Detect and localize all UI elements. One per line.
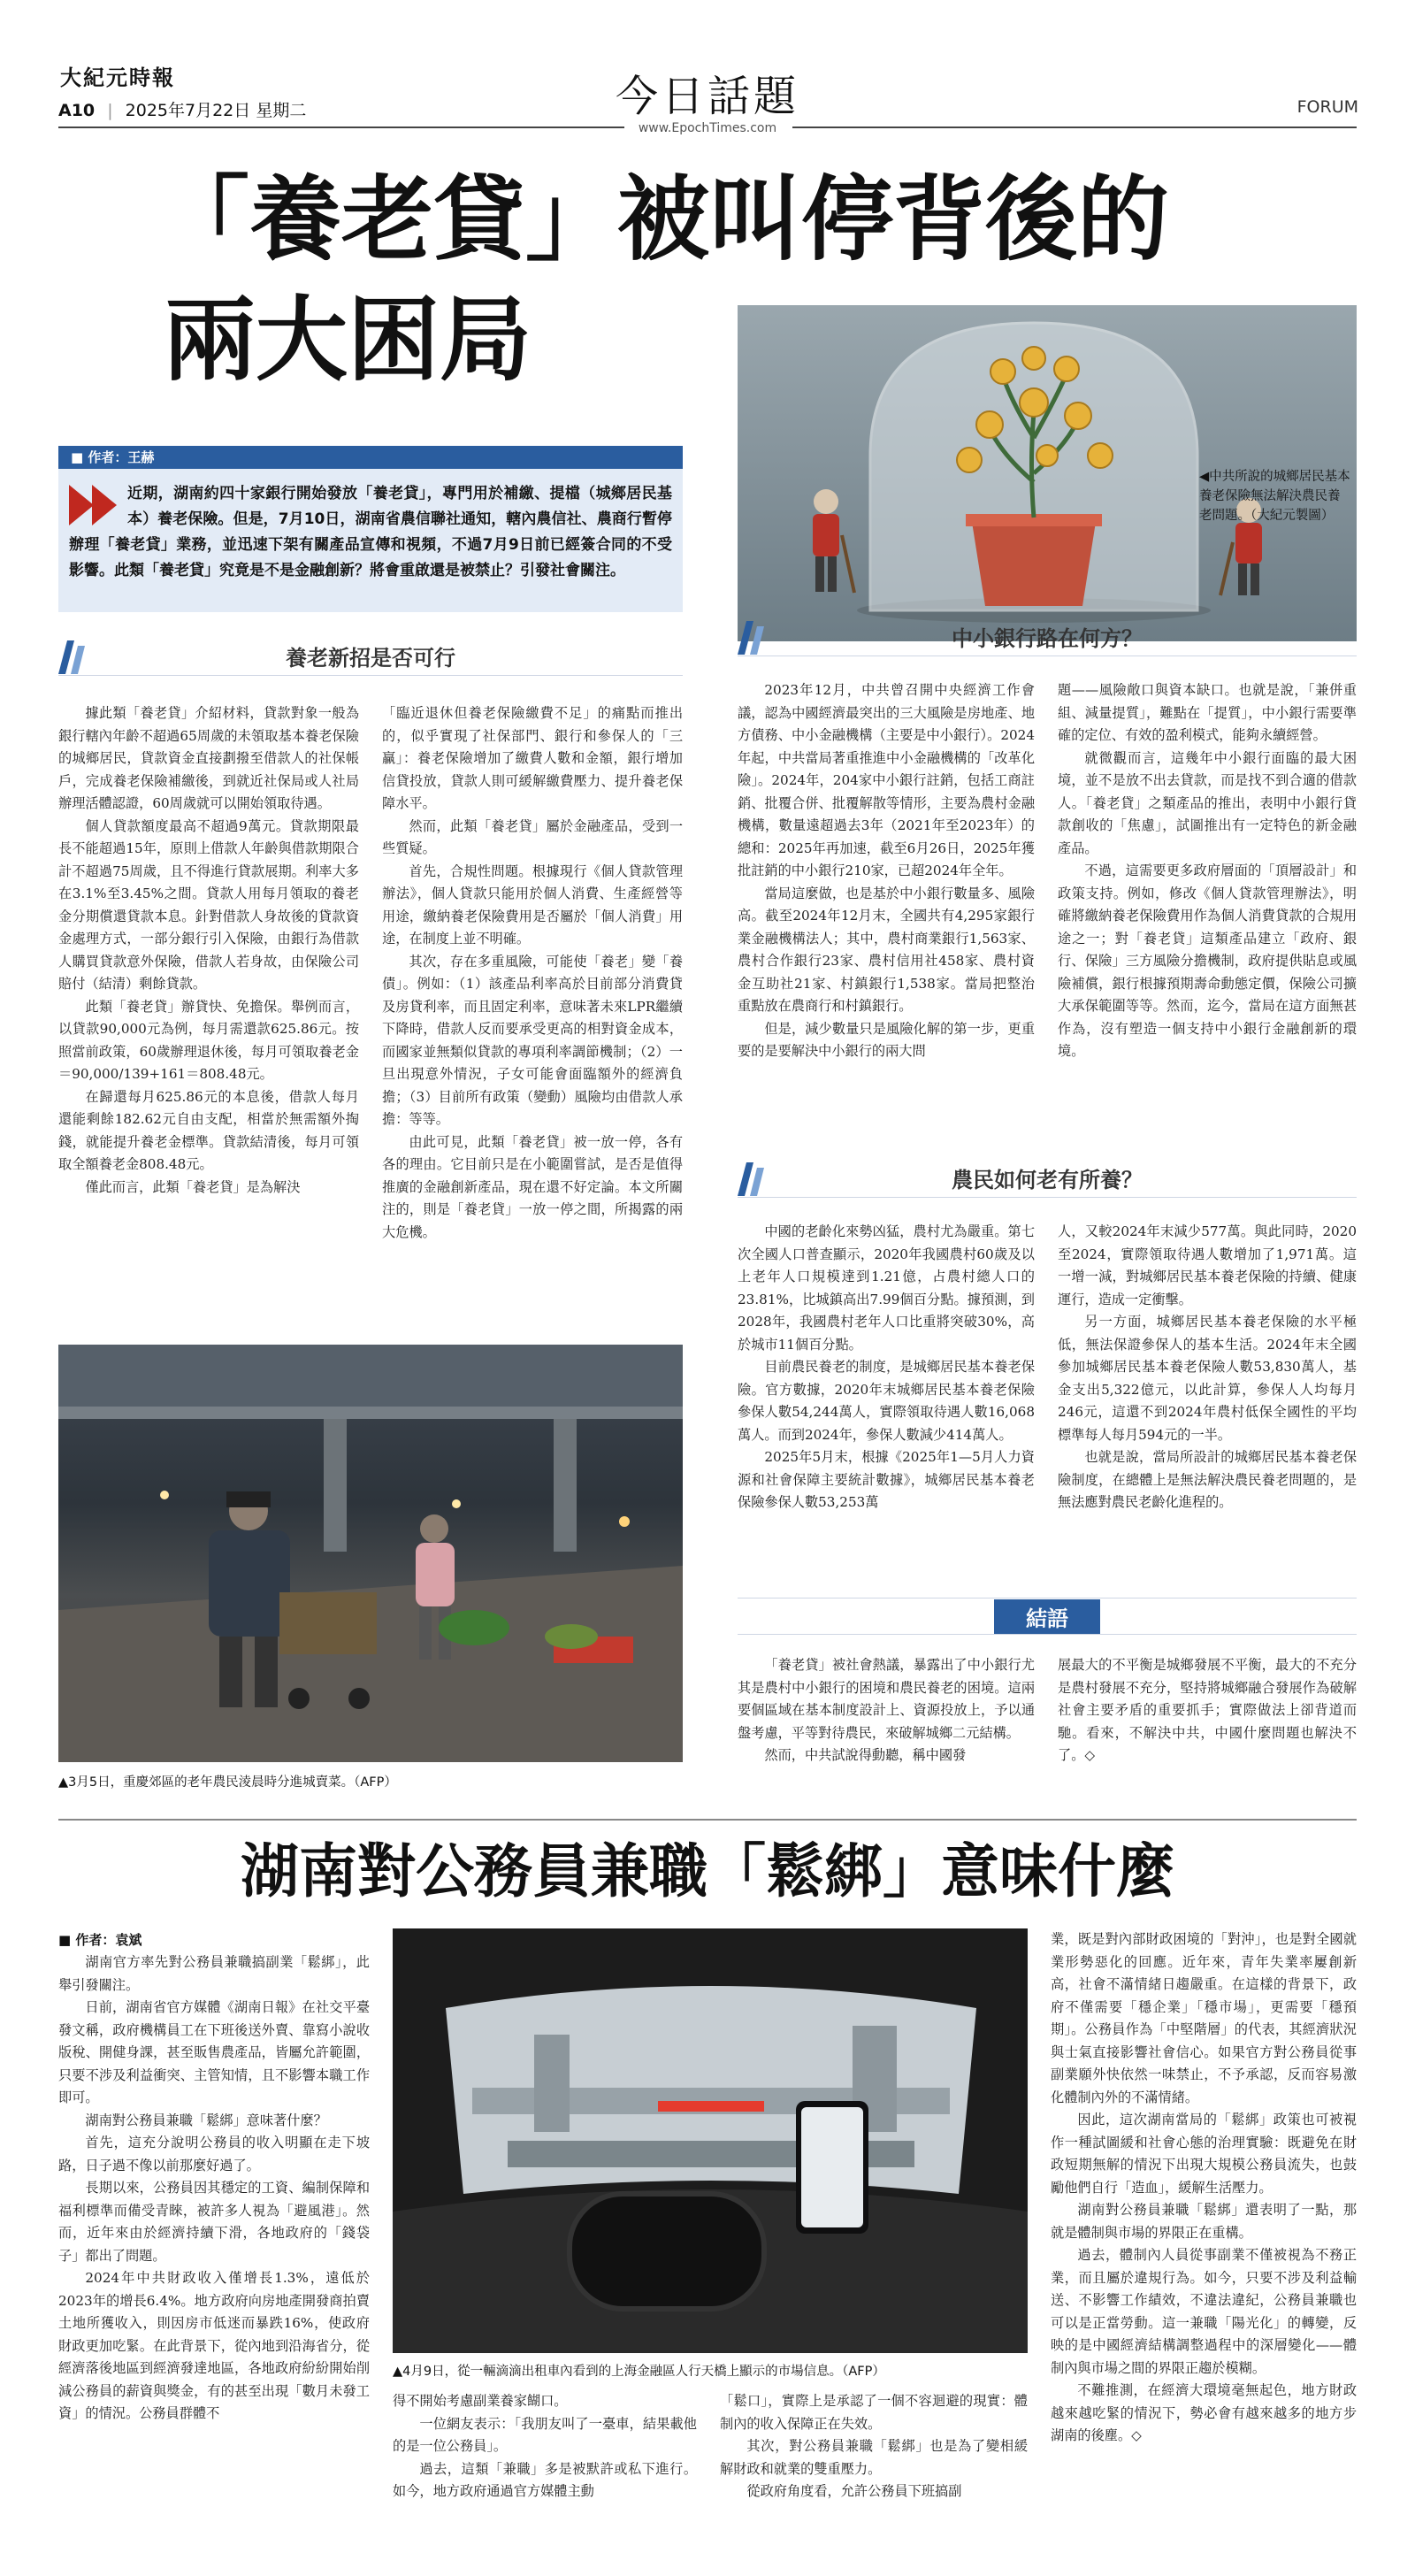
article1-author: ■ 作者：王赫 bbox=[58, 446, 683, 469]
section-heading-1: 養老新招是否可行 bbox=[58, 637, 683, 676]
article1-col8: 展最大的不平衡是城鄉發展不平衡，最大的不充分是農村發展不充分，堅持將城鄉融合發展作為破解社會主要矛盾的重要抓手；實際做法上卻背道而馳。看來，不解決中共，中國什麼問題也解決不了。◇ bbox=[1058, 1657, 1357, 1763]
steering-wheel bbox=[570, 2194, 764, 2309]
photo2-caption: ▲3月5日，重慶郊區的老年農民淩晨時分進城賣菜。（AFP） bbox=[58, 1775, 397, 1790]
article2-col1: 湖南官方率先對公務員兼職搞副業「鬆綁」，此舉引發關注。 日前，湖南省官方媒體《湖南日報》在社交平臺發文稱，政府機構員工在下班後送外賣、靠寫小說收版稅、開健身課，甚至販售農產品，皆屬允許範圍，只要不涉及利益衝突、主管知情，且不影響本職工作即可。 湖南對公務員兼職「鬆綁」意味著什麼？ 首先，這充分說明公務員的收入明顯在走下坡路，日子過不像以前那麼好過了。 長期以來，公務員因其穩定的工資、編制保障和福利標準而備受青睞，被許多人視為「避風港」。然而，近年來由於經濟持續下滑，各地政府的「錢袋子」都出了問題。 2024年中共財政收入僅增長1.3%，遠低於2023年的增長6.4%。地方政府向房地產開發商拍賣土地所獲收入，則因房市低迷而暴跌16%，使政府財政更加吃緊。在此背景下，從內地到沿海省分，從經濟落後地區到經濟發達地區，各地政府紛紛開始削減公務員的薪資與獎金，有的甚至出現「數月未發工資」的情況。公務員群體不 bbox=[58, 1954, 370, 2421]
article1-col2: 「臨近退休但養老保險繳費不足」的痛點而推出的，似乎實現了社保部門、銀行和參保人的「三贏」：養老保險增加了繳費人數和金額，銀行增加信貸投放，貸款人則可緩解繳費壓力、提升養老保障水平。 然而，此類「養老貸」屬於金融產品，受到一些質疑。 首先，合規性問題。根據現行《個人貸款管理辦法》，個人貸款只能用於個人消費、生產經營等用途，繳納養老保險費用是否屬於「個人消費」用途，在制度上並不明確。 其次，存在多重風險，可能使「養老」變「養債」。例如：（1）該產品利率高於目前部分消費貸及房貸利率，而且固定利率，意味著未來LPR繼續下降時，借款人反而要承受更高的相對資金成本，而國家並無類似貸款的專項利率調節機制；（2）一旦出現意外情況，子女可能會面臨額外的經濟負擔；（3）目前所有政策（變動）風險均由借款人承擔：等等。 由此可見，此類「養老貸」被一放一停，各有各的理由。它目前只是在小範圍嘗試，是否是值得推廣的金融創新產品，現在還不好定論。本文所關注的，則是「養老貸」一放一停之間，所揭露的兩大危機。 bbox=[382, 705, 683, 1240]
lead-arrow-icon bbox=[69, 485, 120, 525]
article1-title-line1: 「養老貸」被叫停背後的 bbox=[157, 165, 1170, 273]
photo-farmers-night bbox=[58, 1345, 683, 1762]
article1-lead-box bbox=[58, 469, 683, 612]
header-rule-left bbox=[58, 126, 624, 128]
article-divider bbox=[58, 1819, 1357, 1821]
forum-label: FORUM bbox=[1296, 97, 1358, 117]
article1-col3: 2023年12月，中共曾召開中央經濟工作會議，認為中國經濟最突出的三大風險是房地產、地方債務、中小金融機構（主要是中小銀行）。2024年起，中共當局著重推進中小金融機構的「改革化險」。2024年，204家中小銀行註銷，包括工商註銷、批覆合併、批覆解散等情形，主要為農村金融機構，數量遠超過去3年（2021年至2023年）的總和：2025年再加速，截至6月26日，2025年獲批註銷的中小銀行210家，已超2024年全年。 當局這麼做，也是基於中小銀行數量多、風險高。截至2024年12月末，全國共有4,295家銀行業金融機構法人；其中，農村商業銀行1,563家、農村合作銀行23家、農村信用社458家、農村資金互助社21家、村鎮銀行1,538家。當局把整治重點放在農商行和村鎮銀行。 但是，減少數量只是風險化解的第一步，更重要的是要解決中小銀行的兩大問 bbox=[738, 682, 1035, 1059]
article1-col7: 「養老貸」被社會熱議，暴露出了中小銀行尤其是農村中小銀行的困境和農民養老的困境。這兩要個區域在基本制度設計上、資源投放上，予以通盤考慮，平等對待農民，來破解城鄉二元結構。 然而，中共試說得動聽，稱中國發 bbox=[738, 1657, 1035, 1763]
elderly-figure-left bbox=[813, 489, 854, 593]
article2-col3: 「鬆口」，實際上是承認了一個不容迴避的現實：體制內的收入保障正在失效。 其次，對公務員兼職「鬆綁」也是為了變相緩解財政和就業的雙重壓力。 從政府角度看，允許公務員下班搞副 bbox=[720, 2393, 1028, 2499]
article2-col4: 業，既是對內部財政困境的「對沖」，也是對全國就業形勢惡化的回應。近年來，青年失業率屢創新高，社會不滿情緒日趨嚴重。在這樣的背景下，政府不僅需要「穩企業」「穩市場」，更需要「穩預期」。公務員作為「中堅階層」的代表，其經濟狀況與士氣直接影響社會信心。如果官方對公務員從事副業願外快依然一味禁止，不予承認，反而容易激化體制內外的不滿情緒。 因此，這次湖南當局的「鬆綁」政策也可被視作一種試圖緩和社會心態的治理實驗：既避免在財政短期無解的情況下出現大規模公務員流失，也鼓勵他們自行「造血」，緩解生活壓力。 湖南對公務員兼職「鬆綁」還表明了一點，那就是體制與市場的界限正在重構。 過去，體制內人員從事副業不僅被視為不務正業，而且屬於違規行為。如今，只要不涉及利益輸送、不影響工作績效，不違法違紀，公務員兼職也可以是正當勞動。這一兼職「陽光化」的轉變，反映的是中國經濟結構調整過程中的深層變化——體制內與市場之間的界限正趨於模糊。 不難推測，在經濟大環境毫無起色，地方財政越來越吃緊的情況下，勢必會有越來越多的地方步湖南的後塵。◇ bbox=[1051, 1931, 1357, 2443]
issue-date: 2025年7月22日 星期二 bbox=[125, 101, 307, 120]
page-info: A10 | 2025年7月22日 星期二 bbox=[58, 101, 307, 120]
section-slash-icon bbox=[58, 640, 88, 674]
photo1-caption: ◀中共所說的城鄉居民基本養老保險無法解決農民養老問題。（大紀元製圖） bbox=[1199, 470, 1350, 523]
article1-lead: 近期，湖南約四十家銀行開始發放「養老貸」，專門用於補繳、提檔（城鄉居民基本）養老保險。但是，7月10日，湖南省農信聯社通知，轄內農信社、農商行暫停辦理「養老貸」業務，並迅速下架有關產品宣傳和視頻，不過7月9日前已經簽合同的不受影響。此類「養老貸」究竟是不是金融創新？將會重啟還是被禁止？引發社會關注。 bbox=[69, 485, 672, 579]
section-heading-4: 結語 bbox=[738, 1598, 1357, 1635]
article1-col4: 題——風險敞口與資本缺口。也就是說，「兼併重組、減量提質」，難點在「提質」，中小銀行需要準確的定位、有效的盈利模式，能夠永續經營。 就微觀而言，這幾年中小銀行面臨的最大困境，並不是放不出去貸款，而是找不到合適的借款人。「養老貸」之類產品的推出，表明中小銀行貸款創收的「焦慮」，試圖推出有一定特色的新金融產品。 不過，這需要更多政府層面的「頂層設計」和政策支持。例如，修改《個人貸款管理辦法》，明確將繳納養老保險費用作為個人消費貸款的合規用途之一；對「養老貸」這類產品建立「政府、銀行、保險」三方風險分擔機制，政府提供貼息或風險補償，銀行根據預期壽命動態定價，保險公司擴大承保範圍等等。然而，迄今，當局在這方面無甚作為，沒有塑造一個支持中小銀行金融創新的環境。 bbox=[1058, 682, 1357, 1059]
section-slash-icon bbox=[738, 621, 768, 655]
section-heading-3: 農民如何老有所養？ bbox=[738, 1159, 1357, 1198]
masthead: 大紀元時報 bbox=[60, 65, 175, 90]
article1-title-line2: 兩大困局 bbox=[164, 285, 532, 394]
photo3-caption: ▲4月9日，從一輛滴滴出租車內看到的上海金融區人行天橋上顯示的市場信息。（AFP） bbox=[393, 2365, 885, 2379]
article2-title: 湖南對公務員兼職「鬆綁」意味什麼 bbox=[241, 1837, 1174, 1905]
article1-col1: 據此類「養老貸」介紹材料，貸款對象一般為銀行轄內年齡不超過65周歲的未領取基本養老保險的城鄉居民，貸款資金直接劃撥至借款人的社保帳戶，完成養老保險補繳後，到就近社保局或人社局辦理活體認證，60周歲就可以開始領取待遇。 個人貸款額度最高不超過9萬元。貸款期限最長不能超過15年，原則上借款人年齡與借款期限合計不超過75周歲，且不得進行貸款展期。利率大多在3.1%至3.45%之間。貸款人用每月領取的養老金分期償還貸款本息。針對借款人身故後的貸款資金處理方式，一部分銀行引入保險，由銀行為借款人購買貸款意外保險，借款人若身故，由保險公司賠付（結清）剩餘貸款。 此類「養老貸」辦貸快、免擔保。舉例而言，以貸款90,000元為例，每月需還款625.86元。按照當前政策，60歲辦理退休後，每月可領取養老金＝90,000/139+161＝808.48元。 在歸還每月625.86元的本息後，借款人每月還能剩餘182.62元自由支配，相當於無需額外掏錢，就能提升養老金標準。貸款結清後，每月可領取全額養老金808.48元。 僅此而言，此類「養老貸」是為解決 bbox=[58, 705, 359, 1195]
section-heading-2: 中小銀行路在何方？ bbox=[738, 617, 1357, 656]
section-slash-icon bbox=[738, 1162, 768, 1196]
header-rule-right bbox=[792, 126, 1357, 128]
article1-col5: 中國的老齡化來勢凶猛，農村尤為嚴重。第七次全國人口普查顯示，2020年我國農村60歲及以上老年人口規模達到1.21億，占農村總人口的23.81%，比城鎮高出7.99個百分點。據預測，到2028年，我國農村老年人口比重將突破30%，高於城市11個百分點。 目前農民養老的制度，是城鄉居民基本養老保險。官方數據，2020年末城鄉居民基本養老保險參保人數54,244萬人，實際領取待遇人數16,068萬人。而到2024年，參保人數減少414萬人。 2025年5月末，根據《2025年1—5月人力資源和社會保障主要統計數據》，城鄉居民基本養老保險參保人數53,253萬 bbox=[738, 1223, 1035, 1510]
site-url[interactable]: www.EpochTimes.com bbox=[638, 121, 777, 135]
article1-col6: 人，又較2024年末減少577萬。與此同時，2020至2024，實際領取待遇人數增加了1,971萬。這一增一減，對城鄉居民基本養老保險的持續、健康運行，造成一定衝擊。 另一方面，城鄉居民基本養老保險的水平極低，無法保證參保人的基本生活。2024年末全國參加城鄉居民基本養老保險人數53,830萬人，基金支出5,322億元，以此計算，參保人人均每月246元，這還不到2024年農村低保全國性的平均標準每人每月594元的一半。 也就是說，當局所設計的城鄉居民基本養老保險制度，在總體上是無法解決農民養老問題的，是無法應對農民老齡化進程的。 bbox=[1058, 1223, 1357, 1510]
page-number: A10 bbox=[58, 101, 96, 120]
section-title: 今日話題 bbox=[615, 72, 799, 121]
article2-author: ■ 作者：袁斌 bbox=[58, 1932, 142, 1948]
photo-taxi-interior bbox=[393, 1928, 1028, 2353]
article2-col2: 得不開始考慮副業養家餬口。 一位網友表示：「我朋友叫了一臺車，結果載他的是一位公務員」。 過去，這類「兼職」多是被默許或私下進行。如今，地方政府通過官方媒體主動 bbox=[393, 2393, 697, 2499]
